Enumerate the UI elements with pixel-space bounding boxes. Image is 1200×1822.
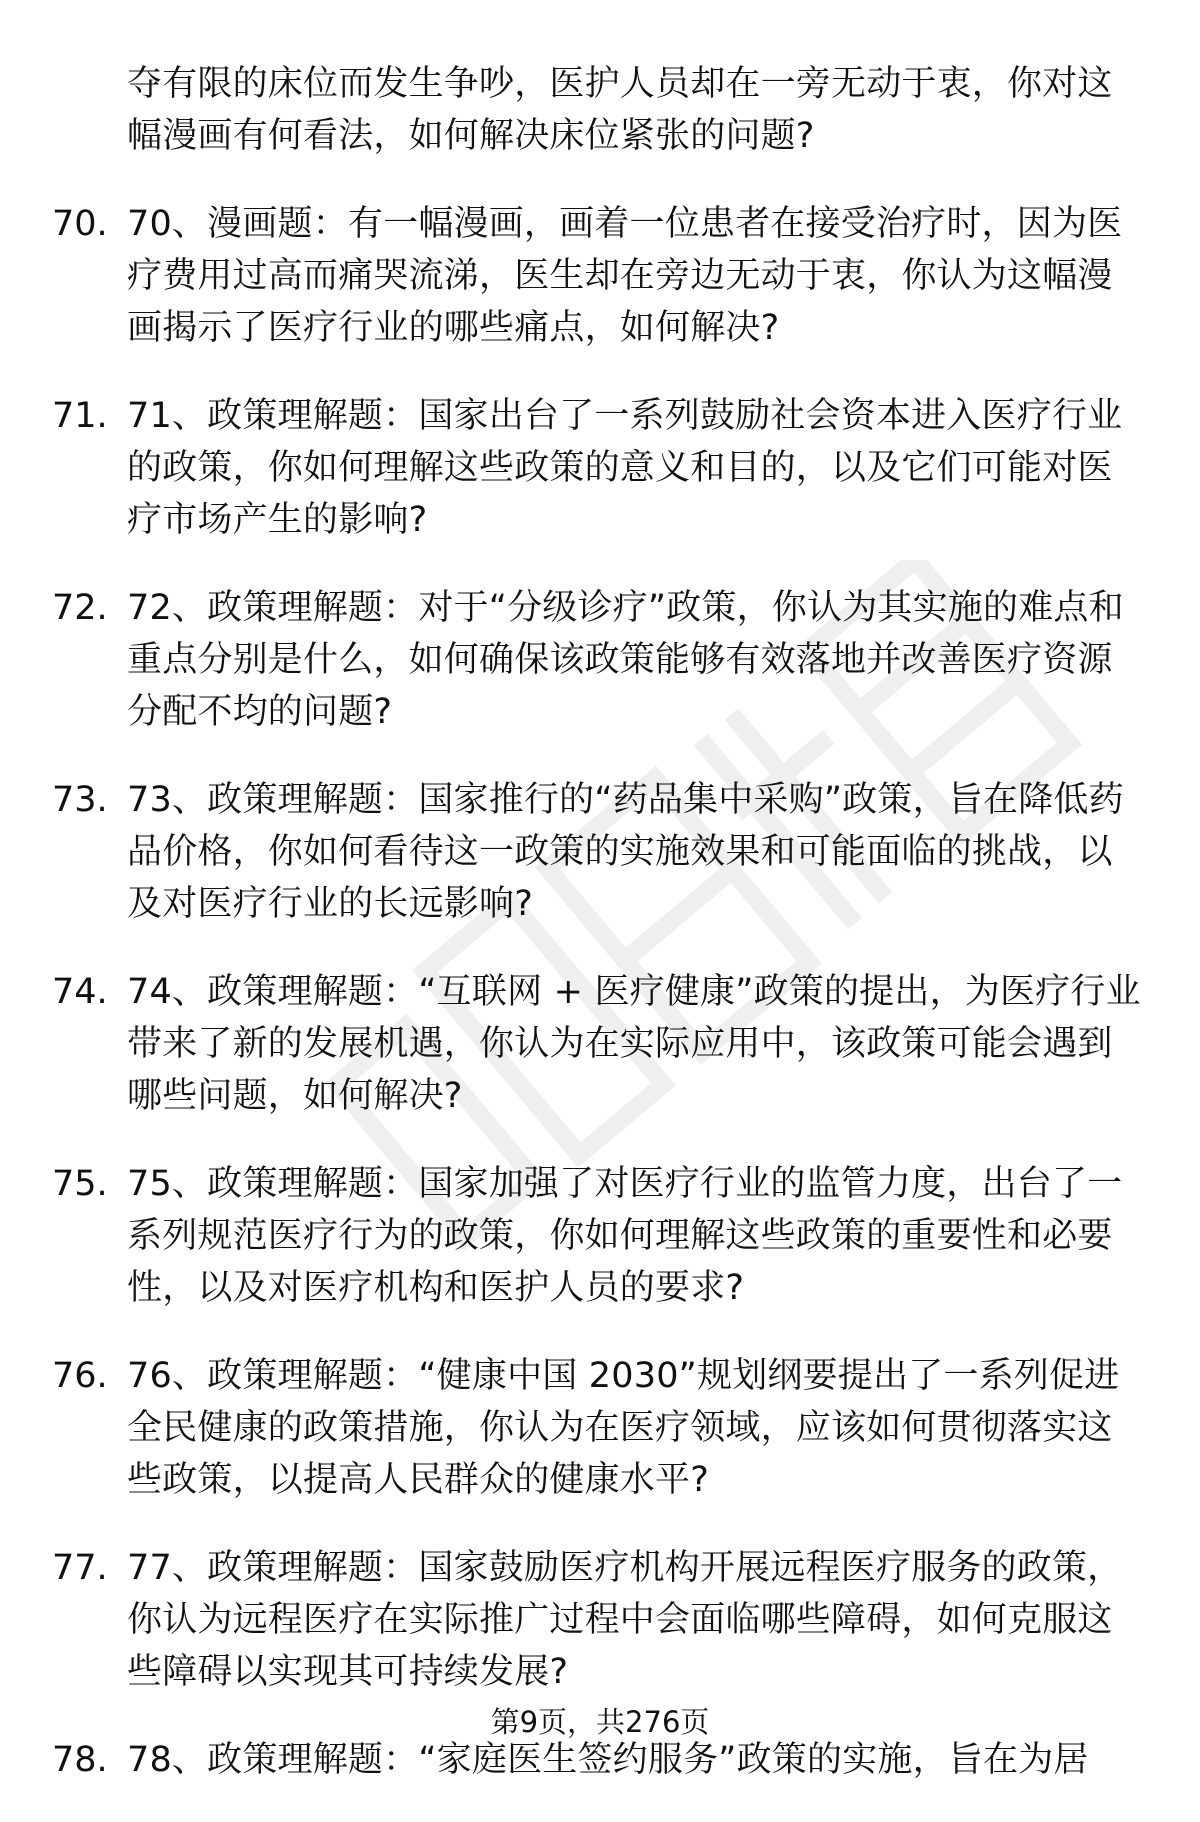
list-item (0, 582, 1200, 738)
question-text: 76、政策理解题：“健康中国 2030”规划纲要提出了一系列促进全民健康的政策措施，你认为在医疗领域，应该如何贯彻落实这些政策，以提高人民群众的健康水平? (127, 1356, 1120, 1500)
question-text: 72、政策理解题：对于“分级诊疗”政策，你认为其实施的难点和重点分别是什么，如何确保该政策能够有效落地并改善医疗资源分配不均的问题? (127, 588, 1124, 732)
list-item (0, 1158, 1200, 1314)
list-item (0, 390, 1200, 546)
question-text: 71、政策理解题：国家出台了一系列鼓励社会资本进入医疗行业的政策，你如何理解这些政策的意义和目的，以及它们可能对医疗市场产生的影响? (127, 396, 1123, 540)
list-item (0, 966, 1200, 1122)
list-number: 76. (52, 1356, 108, 1396)
question-text: 77、政策理解题：国家鼓励医疗机构开展远程医疗服务的政策，你认为远程医疗在实际推广过程中会面临哪些障碍，如何克服这些障碍以实现其可持续发展? (127, 1548, 1123, 1692)
list-number: 74. (52, 972, 108, 1012)
list-item (0, 1350, 1200, 1506)
question-text: 74、政策理解题：“互联网 + 医疗健康”政策的提出，为医疗行业带来了新的发展机遇，你认为在实际应用中，该政策可能会遇到哪些问题，如何解决? (127, 972, 1141, 1116)
list-item (0, 198, 1200, 354)
question-text: 73、政策理解题：国家推行的“药品集中采购”政策，旨在降低药品价格，你如何看待这一政策的实施效果和可能面临的挑战，以及对医疗行业的长远影响? (127, 780, 1124, 924)
list-number: 72. (52, 588, 108, 628)
list-number: 77. (52, 1548, 108, 1588)
question-text: 75、政策理解题：国家加强了对医疗行业的监管力度，出台了一系列规范医疗行为的政策，你如何理解这些政策的重要性和必要性，以及对医疗机构和医护人员的要求? (127, 1164, 1123, 1308)
list-number: 73. (52, 780, 108, 820)
question-text: 夺有限的床位而发生争吵，医护人员却在一旁无动于衷，你对这幅漫画有何看法，如何解决床位紧张的问题? (127, 64, 1113, 156)
list-number: 75. (52, 1164, 108, 1204)
question-text: 70、漫画题：有一幅漫画，画着一位患者在接受治疗时，因为医疗费用过高而痛哭流涕，医生却在旁边无动于衷，你认为这幅漫画揭示了医疗行业的哪些痛点，如何解决? (127, 204, 1123, 348)
page-footer: 第9页，共276页 (490, 1705, 710, 1739)
list-number: 71. (52, 396, 108, 436)
list-item-continuation (0, 58, 1200, 162)
list-item (0, 774, 1200, 930)
list-number: 78. (52, 1740, 108, 1780)
question-text: 78、政策理解题：“家庭医生签约服务”政策的实施，旨在为居 (127, 1740, 1089, 1780)
question-list (0, 58, 1200, 1822)
list-number: 70. (52, 204, 108, 244)
list-item (0, 1542, 1200, 1698)
